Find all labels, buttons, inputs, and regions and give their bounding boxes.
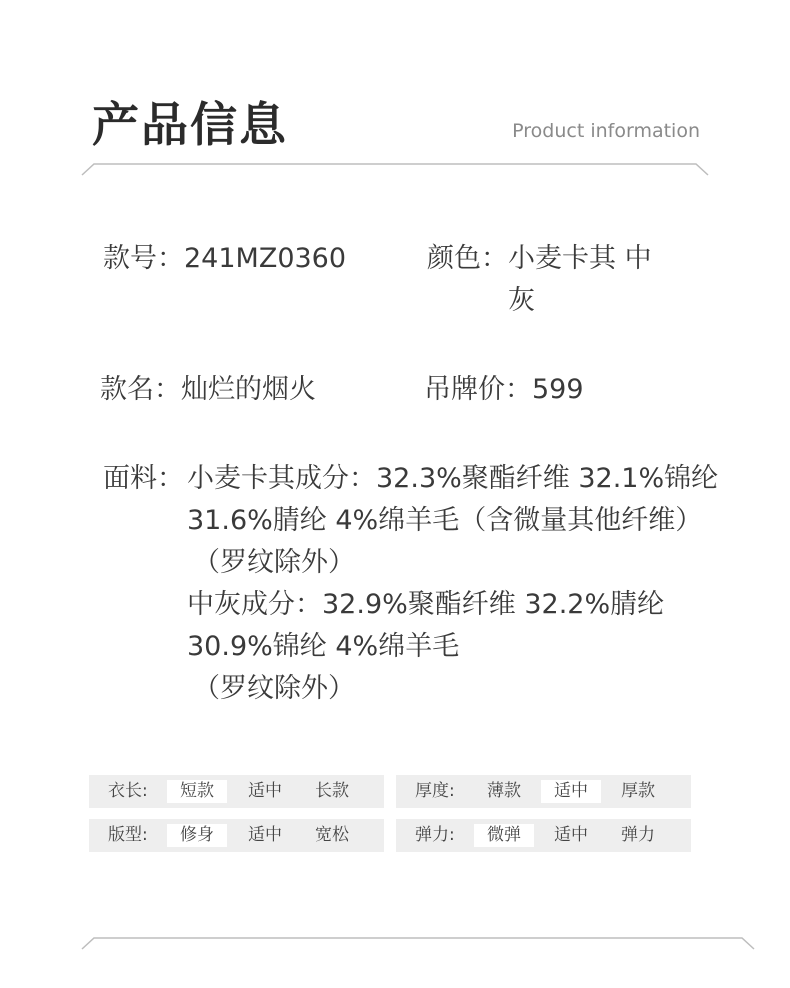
fit-option-regular: 适中 xyxy=(248,825,282,845)
fabric-line: （罗纹除外） xyxy=(193,673,355,704)
fit-label: 版型: xyxy=(108,825,148,845)
fit-attribute xyxy=(89,819,384,852)
elasticity-label: 弹力: xyxy=(415,825,455,845)
color-value-line-2: 灰 xyxy=(508,285,535,316)
fabric-line: 31.6%腈纶 4%绵羊毛（含微量其他纤维） xyxy=(187,505,703,536)
fabric-line: 中灰成分：32.9%聚酯纤维 32.2%腈纶 xyxy=(187,589,665,620)
length-option-regular: 适中 xyxy=(248,781,282,801)
fabric-composition xyxy=(187,458,727,710)
color-value-line-1: 小麦卡其 中 xyxy=(508,243,652,274)
style-name-label: 款名： xyxy=(100,374,181,405)
style-number-value: 241MZ0360 xyxy=(184,243,347,274)
fit-option-slim: 修身 xyxy=(167,824,227,847)
price-value: 599 xyxy=(532,374,584,405)
thickness-option-thick: 厚款 xyxy=(621,781,655,801)
elasticity-option-stretch: 弹力 xyxy=(621,825,655,845)
style-name-field xyxy=(100,369,316,411)
bottom-divider xyxy=(80,934,758,952)
thickness-label: 厚度: xyxy=(415,781,455,801)
page-title: 产品信息 xyxy=(92,98,288,153)
price-label: 吊牌价： xyxy=(424,374,532,405)
price-field xyxy=(424,369,584,411)
fabric-label: 面料： xyxy=(103,463,184,494)
color-label: 颜色： xyxy=(427,243,508,274)
length-label: 衣长: xyxy=(108,781,148,801)
length-option-long: 长款 xyxy=(315,781,349,801)
color-field xyxy=(427,238,652,322)
elasticity-option-slight: 微弹 xyxy=(474,824,534,847)
fabric-line: 小麦卡其成分：32.3%聚酯纤维 32.1%锦纶 xyxy=(187,463,719,494)
thickness-option-regular: 适中 xyxy=(541,780,601,803)
fit-option-loose: 宽松 xyxy=(315,825,349,845)
fabric-line: 30.9%锦纶 4%绵羊毛 xyxy=(187,631,460,662)
style-name-value: 灿烂的烟火 xyxy=(181,374,316,405)
elasticity-attribute xyxy=(396,819,691,852)
color-value xyxy=(508,238,652,322)
fabric-line: （罗纹除外） xyxy=(193,547,355,578)
page-subtitle: Product information xyxy=(512,120,700,142)
thickness-option-thin: 薄款 xyxy=(487,781,521,801)
length-attribute xyxy=(89,775,384,808)
thickness-attribute xyxy=(396,775,691,808)
style-number-label: 款号： xyxy=(103,243,184,274)
top-divider xyxy=(80,160,710,178)
style-number-field xyxy=(103,238,346,280)
length-option-short: 短款 xyxy=(167,780,227,803)
elasticity-option-regular: 适中 xyxy=(554,825,588,845)
